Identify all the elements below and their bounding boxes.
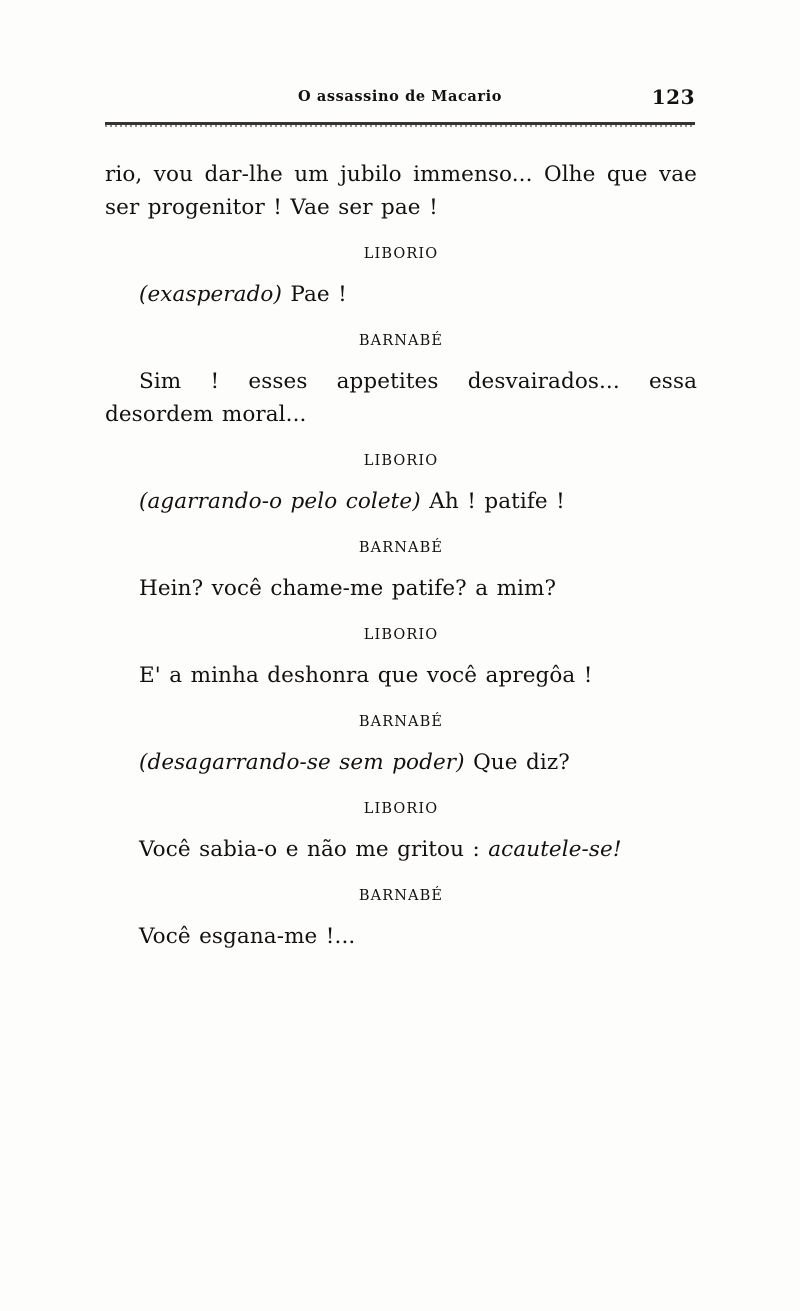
speaker-name: BARNABÉ bbox=[358, 333, 444, 349]
page-header bbox=[105, 85, 695, 114]
line-text: Ah ! patife ! bbox=[429, 489, 565, 514]
stage-direction: (desagarrando-se sem poder) bbox=[139, 750, 465, 775]
paragraph: rio, vou dar-lhe um jubilo immenso... Olhe que vae ser progenitor ! Vae ser pae ! bbox=[105, 162, 697, 220]
paragraph: Você esgana-me !... bbox=[139, 924, 356, 949]
page-body bbox=[105, 158, 697, 961]
line-text: Pae ! bbox=[290, 282, 347, 307]
paragraph: Hein? você chame-me patife? a mim? bbox=[139, 576, 557, 601]
stage-direction: (exasperado) bbox=[139, 282, 282, 307]
speaker-name: BARNABÉ bbox=[358, 540, 444, 556]
paragraph: E' a minha deshonra que você apregôa ! bbox=[139, 663, 593, 688]
speaker-name: BARNABÉ bbox=[358, 888, 444, 904]
line-text-italic: acautele-se! bbox=[488, 837, 622, 862]
speaker-name: LIBORIO bbox=[363, 453, 439, 469]
running-head: O assassino de Macario bbox=[298, 88, 502, 105]
line-text: Que diz? bbox=[473, 750, 570, 775]
speaker-name: LIBORIO bbox=[363, 627, 439, 643]
line-text: Você sabia-o e não me gritou : bbox=[139, 837, 480, 862]
speaker-name: BARNABÉ bbox=[358, 714, 444, 730]
paragraph bbox=[105, 278, 697, 311]
paragraph bbox=[105, 485, 697, 518]
stage-direction: (agarrando-o pelo colete) bbox=[139, 489, 421, 514]
speaker-name: LIBORIO bbox=[363, 801, 439, 817]
speaker-name: LIBORIO bbox=[363, 246, 439, 262]
header-rule bbox=[105, 122, 695, 125]
paragraph bbox=[105, 746, 697, 779]
paragraph: Sim ! esses appetites desvairados... essa desordem moral... bbox=[105, 369, 697, 427]
page-number: 123 bbox=[651, 85, 695, 109]
paragraph bbox=[105, 833, 697, 866]
